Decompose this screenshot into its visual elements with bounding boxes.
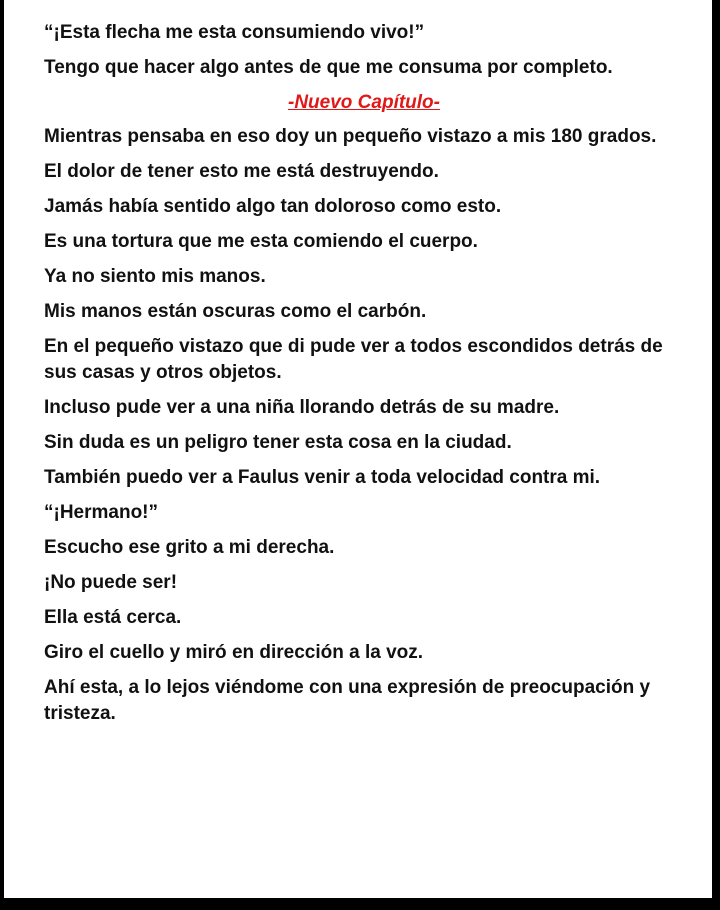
paragraph: Giro el cuello y miró en dirección a la voz. — [44, 642, 424, 663]
chapter-heading: -Nuevo Capítulo- — [288, 92, 440, 113]
paragraph: Ahí esta, a lo lejos viéndome con una expresión de preocupación y tristeza. — [44, 677, 651, 724]
document-body — [44, 20, 684, 736]
paragraph: Ella está cerca. — [44, 607, 182, 628]
document-page — [4, 0, 712, 898]
paragraph: Sin duda es un peligro tener esta cosa en la ciudad. — [44, 432, 512, 453]
paragraph: Tengo que hacer algo antes de que me consuma por completo. — [44, 57, 613, 78]
paragraph: Jamás había sentido algo tan doloroso como esto. — [44, 196, 502, 217]
paragraph: Mis manos están oscuras como el carbón. — [44, 301, 427, 322]
paragraph: Incluso pude ver a una niña llorando detrás de su madre. — [44, 397, 560, 418]
paragraph: También puedo ver a Faulus venir a toda velocidad contra mi. — [44, 467, 601, 488]
paragraph: Mientras pensaba en eso doy un pequeño vistazo a mis 180 grados. — [44, 126, 657, 147]
paragraph: El dolor de tener esto me está destruyendo. — [44, 161, 439, 182]
paragraph: “¡Hermano!” — [44, 502, 159, 523]
paragraph: ¡No puede ser! — [44, 572, 178, 593]
paragraph: Es una tortura que me esta comiendo el cuerpo. — [44, 231, 478, 252]
paragraph: “¡Esta flecha me esta consumiendo vivo!” — [44, 22, 425, 43]
paragraph: Escucho ese grito a mi derecha. — [44, 537, 335, 558]
paragraph: En el pequeño vistazo que di pude ver a todos escondidos detrás de sus casas y otros objetos. — [44, 336, 663, 383]
paragraph: Ya no siento mis manos. — [44, 266, 266, 287]
